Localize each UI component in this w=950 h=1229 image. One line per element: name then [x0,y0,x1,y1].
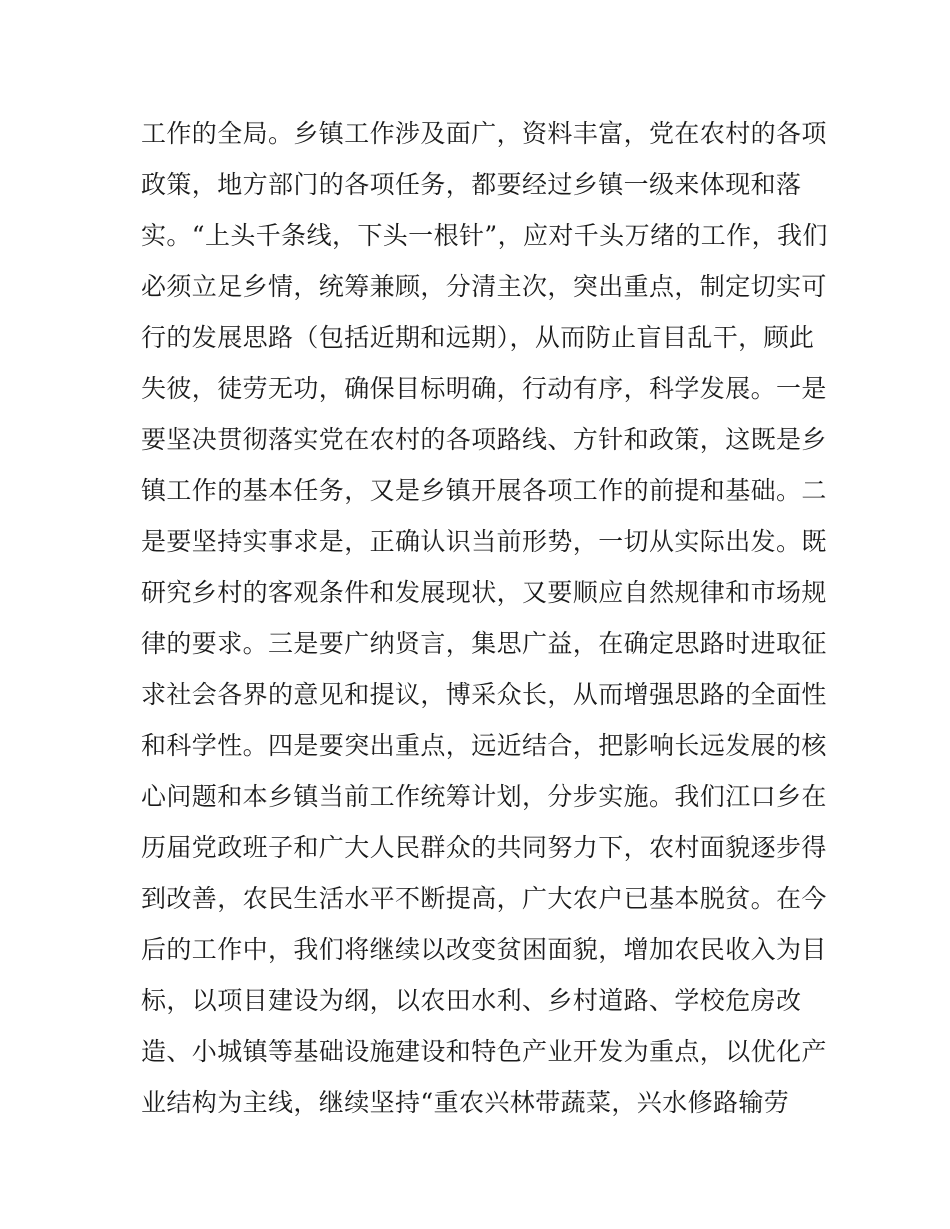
text-line: 行的发展思路（包括近期和远期），从而防止盲目乱干，顾此 [141,323,815,352]
text-line: 研究乡村的客观条件和发展现状，又要顺应自然规律和市场规 [141,578,827,607]
text-line: 标，以项目建设为纲，以农田水利、乡村道路、学校危房改 [141,986,802,1015]
text-line: 是要坚持实事求是，正确认识当前形势，一切从实际出发。既 [141,527,827,556]
text-line: 后的工作中，我们将继续以改变贫困面貌，增加农民收入为目 [141,935,827,964]
body-text [141,108,828,1128]
text-line: 失彼，徒劳无功，确保目标明确，行动有序，科学发展。一是 [141,374,827,403]
text-line: 到改善，农民生活水平不断提高，广大农户已基本脱贫。在今 [141,884,827,913]
text-line: 心问题和本乡镇当前工作统筹计划，分步实施。我们江口乡在 [141,782,827,811]
text-line: 和科学性。四是要突出重点，远近结合，把影响长远发展的核 [141,731,827,760]
text-line: 历届党政班子和广大人民群众的共同努力下，农村面貌逐步得 [141,833,827,862]
text-line: 政策，地方部门的各项任务，都要经过乡镇一级来体现和落 [141,170,802,199]
text-line: 工作的全局。乡镇工作涉及面广，资料丰富，党在农村的各项 [141,119,827,148]
text-line: 镇工作的基本任务，又是乡镇开展各项工作的前提和基础。二 [141,476,827,505]
text-line: 必须立足乡情，统筹兼顾，分清主次，突出重点，制定切实可 [141,272,827,301]
text-line: 实。“上头千条线，下头一根针”，应对千头万绪的工作，我们 [141,221,828,250]
text-line: 律的要求。三是要广纳贤言，集思广益，在确定思路时进取征 [141,629,827,658]
text-line: 求社会各界的意见和提议，博采众长，从而增强思路的全面性 [141,680,827,709]
text-line: 造、小城镇等基础设施建设和特色产业开发为重点，以优化产 [141,1037,827,1066]
text-line: 要坚决贯彻落实党在农村的各项路线、方针和政策，这既是乡 [141,425,827,454]
text-line: 业结构为主线，继续坚持“重农兴林带蔬菜，兴水修路输劳 [141,1088,790,1117]
